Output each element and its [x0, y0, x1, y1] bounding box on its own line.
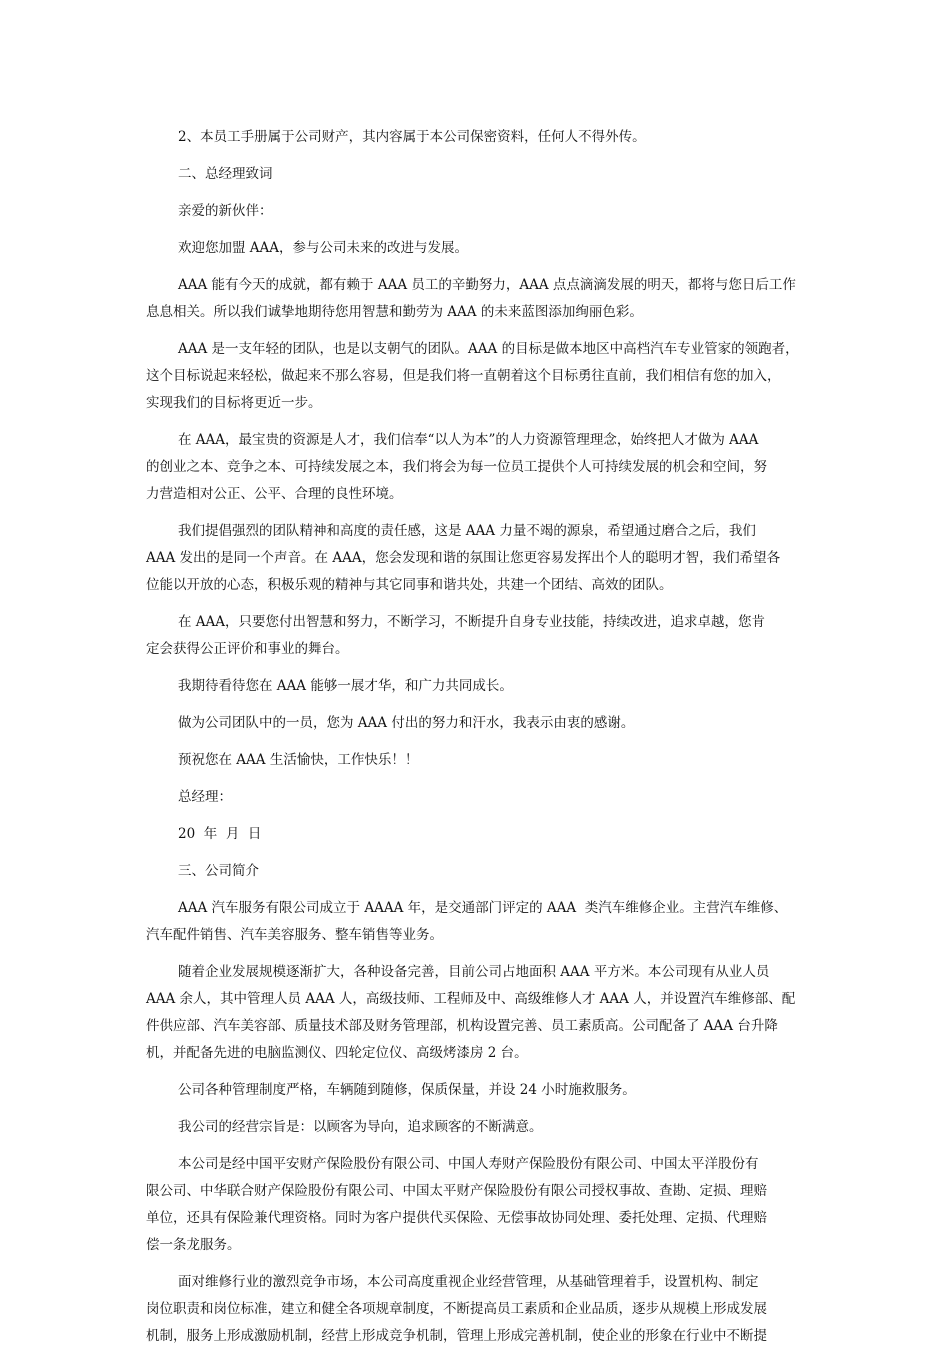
paragraph-confidentiality — [146, 124, 812, 151]
paragraph-salutation — [146, 198, 812, 225]
paragraph-expectation — [146, 673, 812, 700]
text-line: AAA 发出的是同一个声音。在 AAA，您会发现和谐的氛围让您更容易发挥出个人的聪明才智，我们希望各 — [146, 550, 781, 566]
text-line: 的创业之本、竞争之本、可持续发展之本，我们将会为每一位员工提供个人可持续发展的机会和空间，努 — [146, 459, 767, 475]
text-line: 件供应部、汽车美容部、质量技术部及财务管理部，机构设置完善、员工素质高。公司配备了 AAA 台升降 — [146, 1018, 778, 1034]
text-line: 息息相关。所以我们诚挚地期待您用智慧和勤劳为 AAA 的未来蓝图添加绚丽色彩。 — [146, 304, 643, 320]
text-line: 本公司是经中国平安财产保险股份有限公司、中国人寿财产保险股份有限公司、中国太平洋股份有 — [178, 1156, 759, 1172]
paragraph-achievement — [146, 272, 812, 326]
text-line: 做为公司团队中的一员，您为 AAA 付出的努力和汗水，我表示由衷的感谢。 — [178, 715, 635, 731]
paragraph-company-founding — [146, 895, 812, 949]
text-line: AAA 汽车服务有限公司成立于 AAAA 年，是交通部门评定的 AAA 类汽车维修企业。主营汽车维修、 — [178, 900, 788, 916]
text-line: 亲爱的新伙伴： — [178, 203, 273, 219]
signature-general-manager — [146, 784, 812, 811]
text-line: 定会获得公正评价和事业的舞台。 — [146, 641, 349, 657]
text-line: 总经理： — [178, 789, 232, 805]
paragraph-effort — [146, 609, 812, 663]
paragraph-young-team — [146, 336, 812, 417]
section-heading-gm-speech — [146, 161, 812, 188]
text-line: 二、总经理致词 — [178, 166, 273, 182]
text-line: 在 AAA，最宝贵的资源是人才，我们信奉“以人为本”的人力资源管理理念，始终把人才做为 AAA — [178, 432, 759, 448]
document-body — [146, 124, 812, 1360]
text-line: 岗位职责和岗位标准，建立和健全各项规章制度，不断提高员工素质和企业品质，逐步从规模上形成发展 — [146, 1301, 767, 1317]
text-line: 位能以开放的心态，积极乐观的精神与其它同事和谐共处，共建一个团结、高效的团队。 — [146, 577, 673, 593]
text-line: 公司各种管理制度严格，车辆随到随修，保质保量，并设 24 小时施救服务。 — [178, 1082, 636, 1098]
text-line: 汽车配件销售、汽车美容服务、整车销售等业务。 — [146, 927, 443, 943]
text-line: 偿一条龙服务。 — [146, 1237, 241, 1253]
text-line: 三、公司简介 — [178, 863, 259, 879]
paragraph-thanks — [146, 710, 812, 737]
paragraph-team-spirit — [146, 518, 812, 599]
text-line: 力营造相对公正、公平、合理的良性环境。 — [146, 486, 403, 502]
text-line: 在 AAA，只要您付出智慧和努力，不断学习，不断提升自身专业技能，持续改进，追求卓越，您肯 — [178, 614, 766, 630]
text-line: 预祝您在 AAA 生活愉快，工作快乐！！ — [178, 752, 419, 768]
text-line: 我们提倡强烈的团队精神和高度的责任感，这是 AAA 力量不竭的源泉，希望通过磨合之后，我们 — [178, 523, 756, 539]
text-line: AAA 是一支年轻的团队，也是以支朝气的团队。AAA 的目标是做本地区中高档汽车专业管家的领跑者， — [178, 341, 799, 357]
text-line: 这个目标说起来轻松，做起来不那么容易，但是我们将一直朝着这个目标勇往直前，我们相信有您的加入， — [146, 368, 781, 384]
text-line: AAA 能有今天的成就，都有赖于 AAA 员工的辛勤努力，AAA 点点滴滴发展的明天，都将与您日后工作 — [178, 277, 796, 293]
text-line: 面对维修行业的激烈竞争市场，本公司高度重视企业经营管理，从基础管理着手，设置机构、制定 — [178, 1274, 759, 1290]
paragraph-business-purpose — [146, 1114, 812, 1141]
text-line: 机，并配备先进的电脑监测仪、四轮定位仪、高级烤漆房 2 台。 — [146, 1045, 528, 1061]
paragraph-competition — [146, 1269, 812, 1350]
paragraph-wishes — [146, 747, 812, 774]
paragraph-welcome — [146, 235, 812, 262]
text-line: 随着企业发展规模逐渐扩大，各种设备完善，目前公司占地面积 AAA 平方米。本公司现有从业人员 — [178, 964, 770, 980]
signature-date — [146, 821, 812, 848]
text-line: 实现我们的目标将更近一步。 — [146, 395, 322, 411]
section-heading-company-profile — [146, 858, 812, 885]
text-line: AAA 余人，其中管理人员 AAA 人，高级技师、工程师及中、高级维修人才 AAA 人，并设置汽车维修部、配 — [146, 991, 796, 1007]
text-line: 单位，还具有保险兼代理资格。同时为客户提供代买保险、无偿事故协同处理、委托处理、定损、代理赔 — [146, 1210, 767, 1226]
text-line: 我期待看待您在 AAA 能够一展才华，和广力共同成长。 — [178, 678, 513, 694]
paragraph-talent — [146, 427, 812, 508]
text-line: 2、本员工手册属于公司财产，其内容属于本公司保密资料，任何人不得外传。 — [178, 129, 646, 145]
text-line: 限公司、中华联合财产保险股份有限公司、中国太平财产保险股份有限公司授权事故、查勘、定损、理赔 — [146, 1183, 767, 1199]
text-line: 20 年 月 日 — [178, 826, 262, 842]
paragraph-insurance-partners — [146, 1151, 812, 1259]
text-line: 欢迎您加盟 AAA，参与公司未来的改进与发展。 — [178, 240, 469, 256]
text-line: 我公司的经营宗旨是：以顾客为导向，追求顾客的不断满意。 — [178, 1119, 543, 1135]
paragraph-management-system — [146, 1077, 812, 1104]
text-line: 机制，服务上形成激励机制，经营上形成竞争机制，管理上形成完善机制，使企业的形象在行业中不断提 — [146, 1328, 767, 1344]
paragraph-company-scale — [146, 959, 812, 1067]
